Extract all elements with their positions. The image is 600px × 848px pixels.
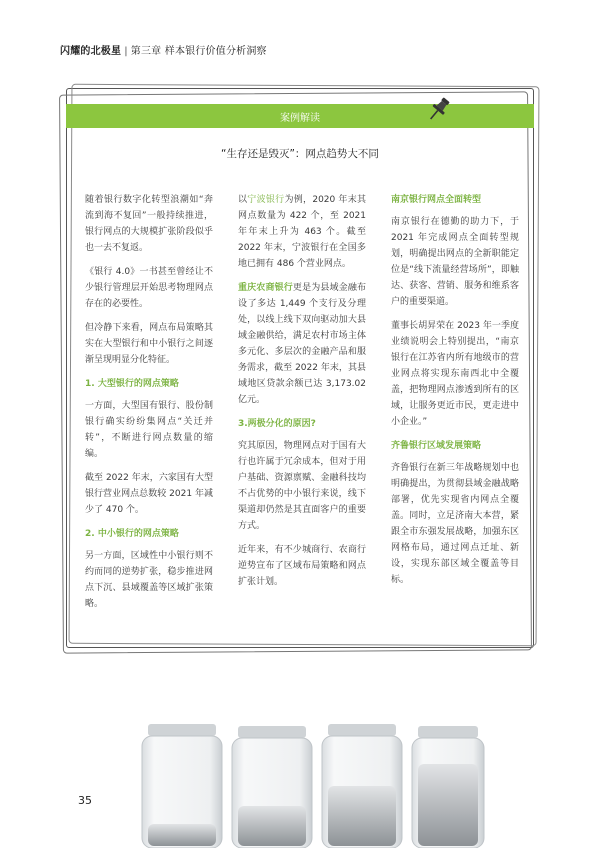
paragraph: 董事长胡昇荣在 2023 年一季度业绩说明会上特别提出，“南京银行在江苏省内所有地级市的营业网点将实现东南西北中全覆盖，把物理网点渗透到所有的区域，让服务更近市民，更走进中小企业。” (391, 321, 519, 427)
section-heading: 1. 大型银行的网点策略 (85, 379, 179, 389)
section-heading: 3.两极分化的原因? (238, 419, 316, 429)
paragraph (238, 280, 366, 408)
paragraph: 截至 2022 年末，六家国有大型银行营业网点总数较 2021 年减少了 470 个。 (85, 473, 213, 515)
book-title: 闪耀的北极星 (60, 46, 122, 57)
column-2 (238, 192, 366, 598)
paragraph: 另一方面，区域性中小银行则不约而同的逆势扩张，稳步推进网点下沉、县域覆盖等区域扩张策略。 (85, 551, 213, 609)
paragraph: 南京银行在德勤的助力下，于 2021 年完成网点全面转型规划，明确提出网点的全新职能定位是“线下流量经营场所”，即触达、获客、营销、服务和维系客户的重要渠道。 (391, 217, 519, 307)
section-heading: 南京银行网点全面转型 (391, 195, 482, 205)
section-heading: 2. 中小银行的网点策略 (85, 529, 179, 539)
paragraph: 《银行 4.0》一书甚至曾经让不少银行管理层开始思考物理网点存在的必要性。 (85, 267, 213, 309)
bank-name-ningbo: 宁波银行 (247, 195, 285, 205)
bank-name-chongqing: 重庆农商银行 (238, 283, 293, 293)
section-heading: 齐鲁银行区域发展策略 (391, 441, 482, 451)
coin-jars-image (130, 720, 490, 848)
jar-3 (322, 724, 402, 848)
jar-4 (412, 726, 484, 848)
paragraph: 近年来，有不少城商行、农商行逆势宣布了区域布局策略和网点扩张计划。 (238, 545, 366, 587)
header-separator: | (124, 46, 128, 57)
chapter-title: 第三章 样本银行价值分析洞察 (130, 46, 267, 57)
column-1 (85, 192, 213, 620)
running-header (60, 42, 267, 57)
case-study-subtitle: “生存还是毁灭”：网点趋势大不同 (221, 148, 379, 160)
paragraph: 但冷静下来看，网点布局策略其实在大型银行和中小银行之间逐渐呈现明显分化特征。 (85, 323, 213, 365)
case-study-label: 案例解读 (280, 113, 320, 124)
paragraph-text: 为例，2020 年末其网点数量为 422 个，至 2021 年年末上升为 463 个。截至 2022 年末，宁波银行在全国多地已拥有 486 个营业网点。 (238, 195, 366, 269)
paragraph: 一方面，大型国有银行、股份制银行确实纷纷集网点“关迁并转”，不断进行网点数量的缩编。 (85, 401, 213, 459)
paragraph (238, 192, 366, 272)
paragraph-lead: 以 (238, 195, 248, 205)
case-study-banner (66, 104, 534, 128)
column-3 (391, 192, 519, 596)
paragraph: 究其原因，物理网点对于国有大行也许属于冗余成本，但对于用户基础、资源禀赋、金融科技均不占优势的中小银行来说，线下渠道却仍然是其直面客户的重要方式。 (238, 441, 366, 531)
paragraph: 随着银行数字化转型浪潮如“奔流到海不复回”一般持续推进，银行网点的大规模扩张阶段似乎也一去不复返。 (85, 195, 213, 253)
paragraph-text: 更是为县域金融布设了多达 1,449 个支行及分理处，以线上线下双向驱动加大县域金融供给，满足农村市场主体多元化、多层次的金融产品和服务需求，截至 2022 年末，其县域地区贷款余额已达 3,173.02 亿元。 (238, 283, 366, 405)
push-pin-icon (426, 95, 452, 123)
page-number: 35 (78, 794, 92, 807)
paragraph: 齐鲁银行在新三年战略规划中也明确提出，为贯彻县域金融战略部署，优先实现省内网点全覆盖。同时，立足济南大本营，紧跟全市东强发展战略，加强东区网格布局，通过网点迁址、新设，实现东部区域全覆盖等目标。 (391, 463, 519, 585)
jar-2 (232, 726, 312, 848)
jar-1 (142, 724, 222, 848)
